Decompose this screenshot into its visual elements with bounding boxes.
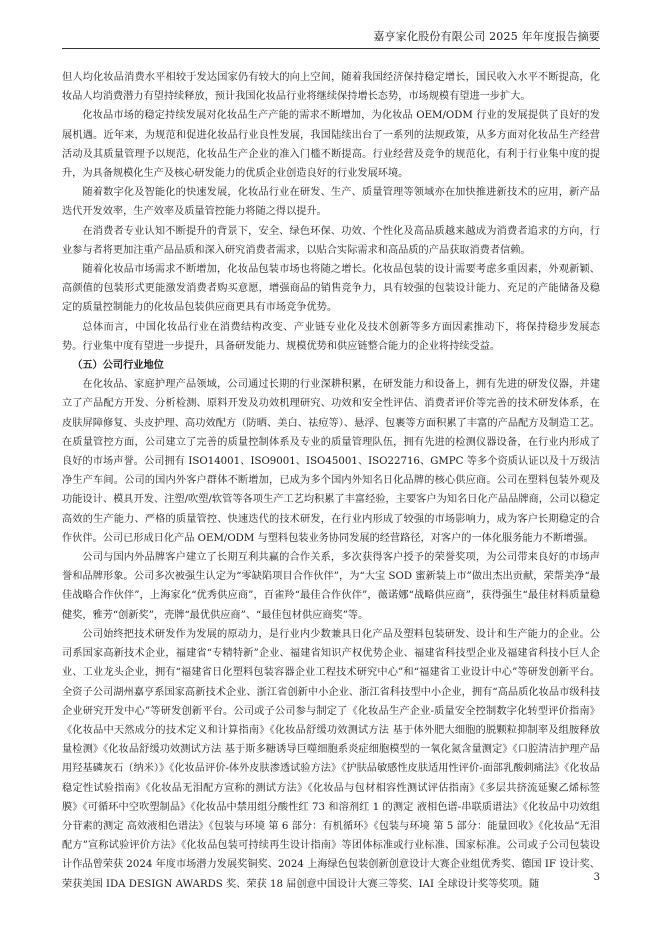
page-number: 3 [593,872,600,883]
document-body [62,68,600,894]
paragraph: 但人均化妆品消费水平相较于发达国家仍有较大的向上空间，随着我国经济保持稳定增长，国民收入水平不断提高，化妆品人均消费潜力有望持续释放，预计我国化妆品行业将继续保持增长态势，市场规模有望进一步扩大。 [62,72,600,103]
paragraph: 在化妆品、家庭护理产品领域，公司通过长期的行业深耕积累，在研发能力和设备上，拥有先进的研发仪器，并建立了产品配方开发、分析检测、原料开发及功效机理研究、功效和安全性评估、消费者评价等完善的技术研发体系，在皮肤屏障修复、头皮护理、高功效配方（防晒、美白、祛痘等）、悬浮、包裹等方面积累了丰富的产品配方及制造工艺。在质量管控方面，公司建立了完善的质量控制体系及专业的质量管理队伍，拥有先进的检测仪器设备，在行业内形成了良好的市场声誉。公司拥有 ISO14001、ISO9001、ISO45001、ISO22716、GMPC 等多个资质认证以及十万级洁净生产车间。公司的国内外客户群体不断增加，已成为多个国内外知名日化品牌的核心供应商。公司在塑料包装外观及功能设计、模具开发、注塑/吹塑/软管等各项生产工艺均积累了丰富经验，主要客户为知名日化产品品牌商，公司以稳定高效的生产能力、严格的质量管控、快速迭代的技术研发，在行业内形成了较强的市场影响力，成为客户长期稳定的合作伙伴。公司已形成日化产品 OEM/ODM 与塑料包装业务协同发展的经营路径，对客户的一体化服务能力不断增强。 [62,379,600,544]
paragraph: 总体而言，中国化妆品行业在消费结构改变、产业链专业化及技术创新等多方面因素推动下，将保持稳步发展态势。行业集中度有望进一步提升，具备研发能力、规模优势和供应链整合能力的企业将持续受益。 [62,321,600,352]
paragraph: 公司与国内外品牌客户建立了长期互利共赢的合作关系，多次获得客户授予的荣誉奖项，为公司带来良好的市场声誉和品牌形象。公司多次被强生认定为“零缺陷项目合作伙伴”，为“大宝 SOD 蜜新装上市”做出杰出贡献，荣帮美净“最佳战略合作伙伴”，上海家化“优秀供应商”，百雀羚“最佳合作伙伴”，薇诺娜“战略供应商”，获得强生“最佳材料质量稳健奖，雅芳“创新奖”，壳牌“最优供应商”、“最佳包材供应商奖”等。 [62,552,600,621]
paragraph: 随着化妆品市场需求不断增加，化妆品包装市场也将随之增长。化妆品包装的设计需要考虑多重因素，外观新颖、高颜值的包装形式更能激发消费者购买意愿，增强商品的销售竞争力，具有较强的包装设计能力、充足的产能储备及稳定的质量控制能力的化妆品包装供应商更具有市场竞争优势。 [62,264,600,314]
section-heading: （五）公司行业地位 [72,359,164,372]
paragraph: 随着数字化及智能化的快速发展，化妆品行业在研发、生产、质量管理等领域亦在加快推进新技术的应用，新产品迭代开发效率，生产效率及质量管控能力将随之得以提升。 [62,187,600,218]
paragraph: 公司始终把技术研发作为发展的原动力，是行业内少数兼具日化产品及塑料包装研发、设计和生产能力的企业。公司系国家高新技术企业，福建省“专精特新”企业、福建省知识产权优势企业、福建省科技型企业及福建省科技小巨人企业、工业龙头企业，拥有“福建省日化塑料包装容器企业工程技术研究中心”和“福建省工业设计中心”等研发创新平台。全资子公司湖州嘉亨系国家高新技术企业、浙江省创新中小企业、浙江省科技型中小企业，拥有“高品质化妆品市级科技企业研究开发中心”等研发创新平台。公司或子公司参与制定了《化妆品生产企业-质量安全控制数字化转型评价指南》《化妆品中天然成分的技术定义和计算指南》《化妆品舒缓功效测试方法 基于体外肥大细胞的脱颗粒抑制率及组胺释放量检测》《化妆品舒缓功效测试方法 基于斯多糖诱导巨噬细胞系炎症细胞模型的一氧化氮含量测定》《口腔清洁护理产品用羟基磷灰石（纳米）》《化妆品评价-体外皮肤渗透试验方法》《护肤品敏感性皮肤适用性评价-面部乳酸刺痛法》《化妆品稳定性试验指南》《化妆品无泪配方宣称的测试方法》《化妆品与包材相容性测试评估指南》《多层共挤流延聚乙烯标签膜》《可循环中空吹塑制品》《化妆品中禁用组分酸性红 73 和溶剂红 1 的测定 液相色谱-串联质谱法》《化妆品中功效组分苷素的测定 高效液相色谱法》《包装与环境 第 6 部分：有机循环》《包装与环境 第 5 部分：能量回收》《化妆品“无泪配方”宣称试验评价方法》《化妆品包装可持续再生设计指南》等团体标准或行业标准、国家标准。公司或子公司包装设计作品曾荣获 2024 年度市场潜力发展奖铜奖、2024 上海绿色包装创新创意设计大赛企业组优秀奖、德国 IF 设计奖、荣获美国 IDA DESIGN AWARDS 奖、荣获 18 届创意中国设计大赛三等奖、IAI 全球设计奖等奖项。随 [62,628,600,890]
report-title: 嘉亨家化股份有限公司 2025 年年度报告摘要 [373,30,600,43]
paragraph: 化妆品市场的稳定持续发展对化妆品生产产能的需求不断增加，为化妆品 OEM/ODM 行业的发展提供了良好的发展机遇。近年来，为规范和促进化妆品行业良性发展，我国陆续出台了一系列的法规政策，从多方面对化妆品生产经营活动及其质量管理予以规范，化妆品生产企业的准入门槛不断提高。行业经营及竞争的规范化，有利于行业集中度的提升，为具备规模化生产及核心研发能力的优质企业创造良好的行业发展环境。 [62,110,600,180]
page-header [62,24,600,49]
paragraph: 在消费者专业认知不断提升的背景下，安全、绿色环保、功效、个性化及高品质越来越成为消费者追求的方向，行业参与者将更加注重产品品质和深入研究消费者需求，以贴合实际需求和高品质的产品获取消费者信赖。 [62,225,600,256]
